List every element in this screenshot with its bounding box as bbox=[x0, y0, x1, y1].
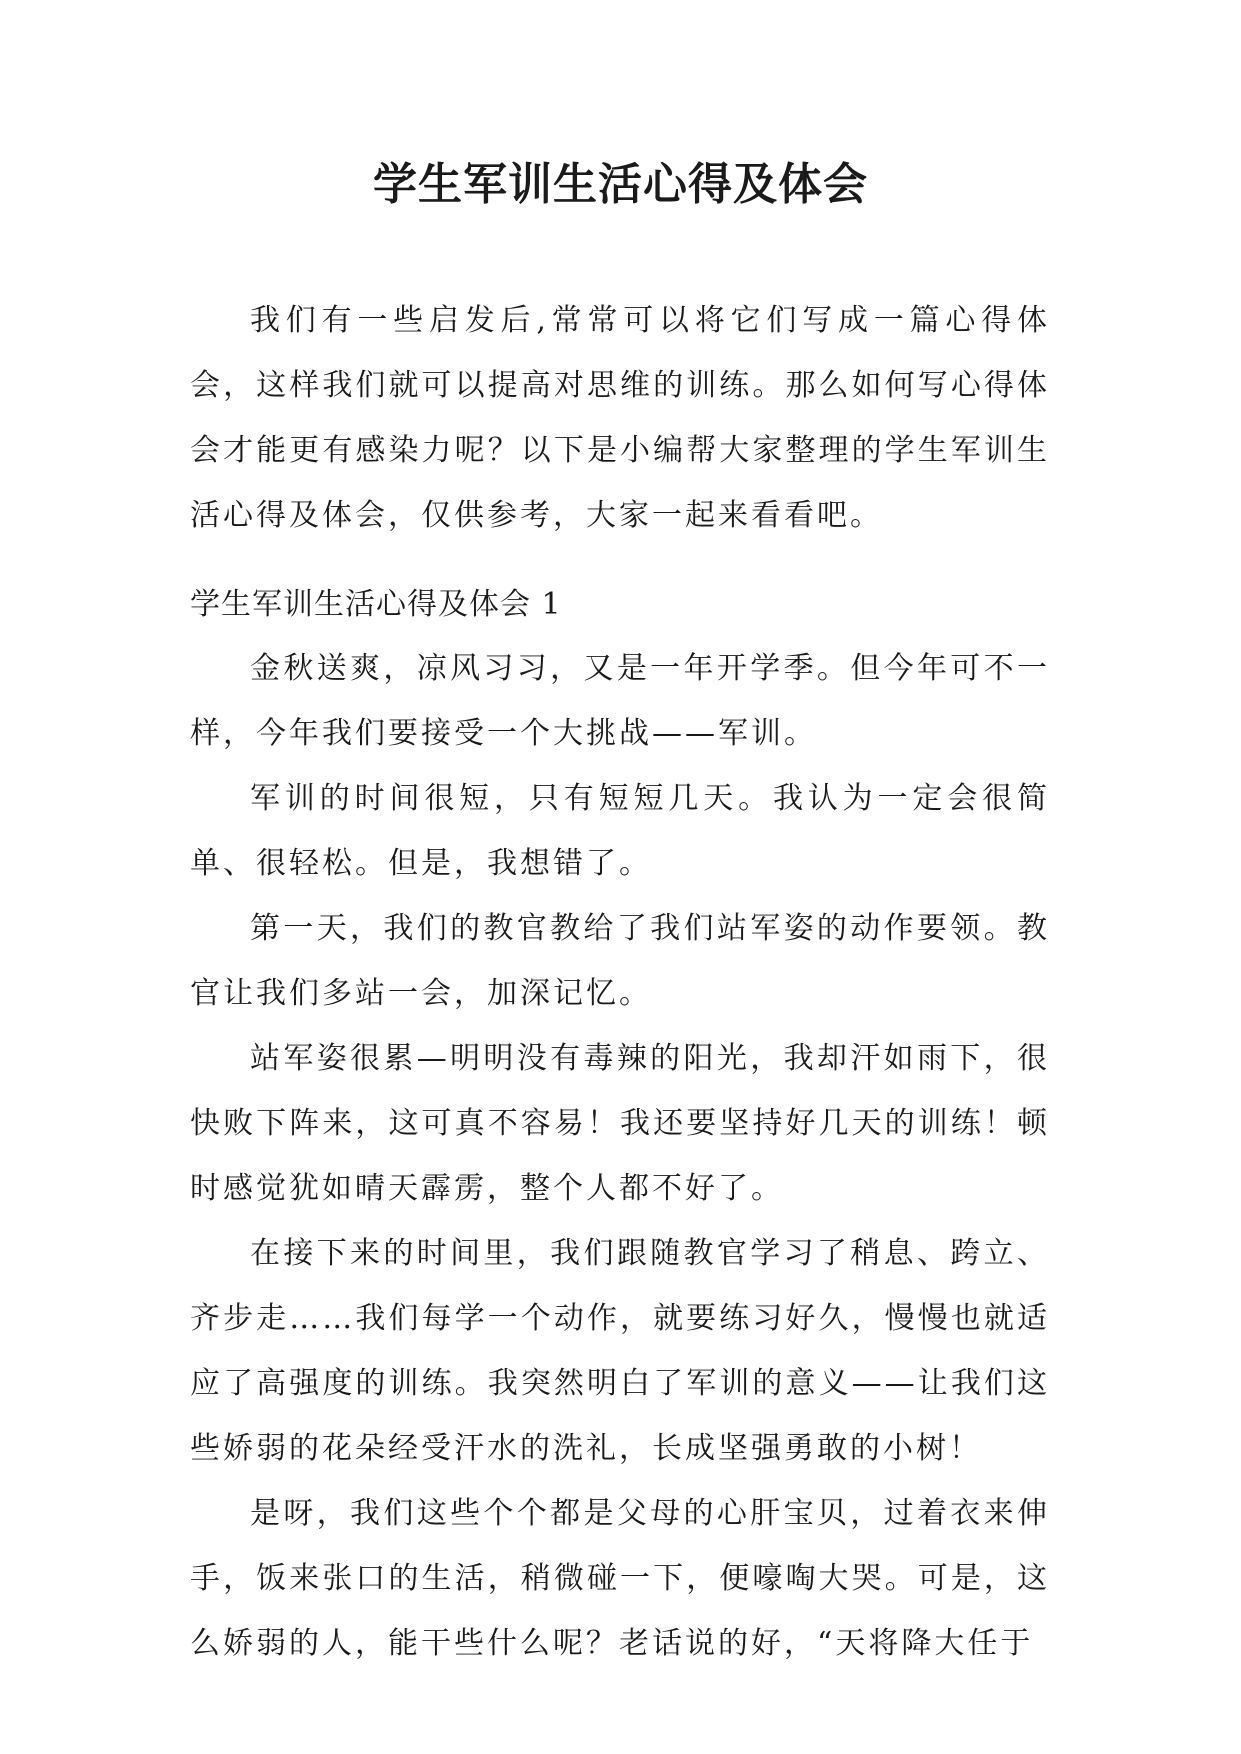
document-title: 学生军训生活心得及体会 bbox=[373, 159, 868, 210]
section-body bbox=[190, 636, 1050, 1676]
paragraph: 在接下来的时间里，我们跟随教官学习了稍息、跨立、齐步走……我们每学一个动作，就要练习好久，慢慢也就适应了高强度的训练。我突然明白了军训的意义——让我们这些娇弱的花朵经受汗水的洗礼，长成坚强勇敢的小树！ bbox=[190, 1236, 1050, 1466]
paragraph: 是呀，我们这些个个都是父母的心肝宝贝，过着衣来伸手，饭来张口的生活，稍微碰一下，便嚎啕大哭。可是，这么娇弱的人，能干些什么呢？老话说的好，“天将降大任于 bbox=[190, 1496, 1050, 1661]
paragraph: 金秋送爽，凉风习习，又是一年开学季。但今年可不一样，今年我们要接受一个大挑战——军训。 bbox=[190, 651, 1050, 751]
section-heading: 学生军训生活心得及体会 1 bbox=[190, 587, 562, 622]
paragraph: 站军姿很累—明明没有毒辣的阳光，我却汗如雨下，很快败下阵来，这可真不容易！我还要坚持好几天的训练！顿时感觉犹如晴天霹雳，整个人都不好了。 bbox=[190, 1041, 1050, 1206]
intro-text: 我们有一些启发后,常常可以将它们写成一篇心得体会，这样我们就可以提高对思维的训练。那么如何写心得体会才能更有感染力呢？以下是小编帮大家整理的学生军训生活心得及体会，仅供参考，大家一起来看看吧。 bbox=[190, 303, 1050, 533]
intro-paragraph bbox=[190, 288, 1050, 548]
paragraph: 第一天，我们的教官教给了我们站军姿的动作要领。教官让我们多站一会，加深记忆。 bbox=[190, 911, 1050, 1011]
paragraph: 军训的时间很短，只有短短几天。我认为一定会很简单、很轻松。但是，我想错了。 bbox=[190, 781, 1050, 881]
